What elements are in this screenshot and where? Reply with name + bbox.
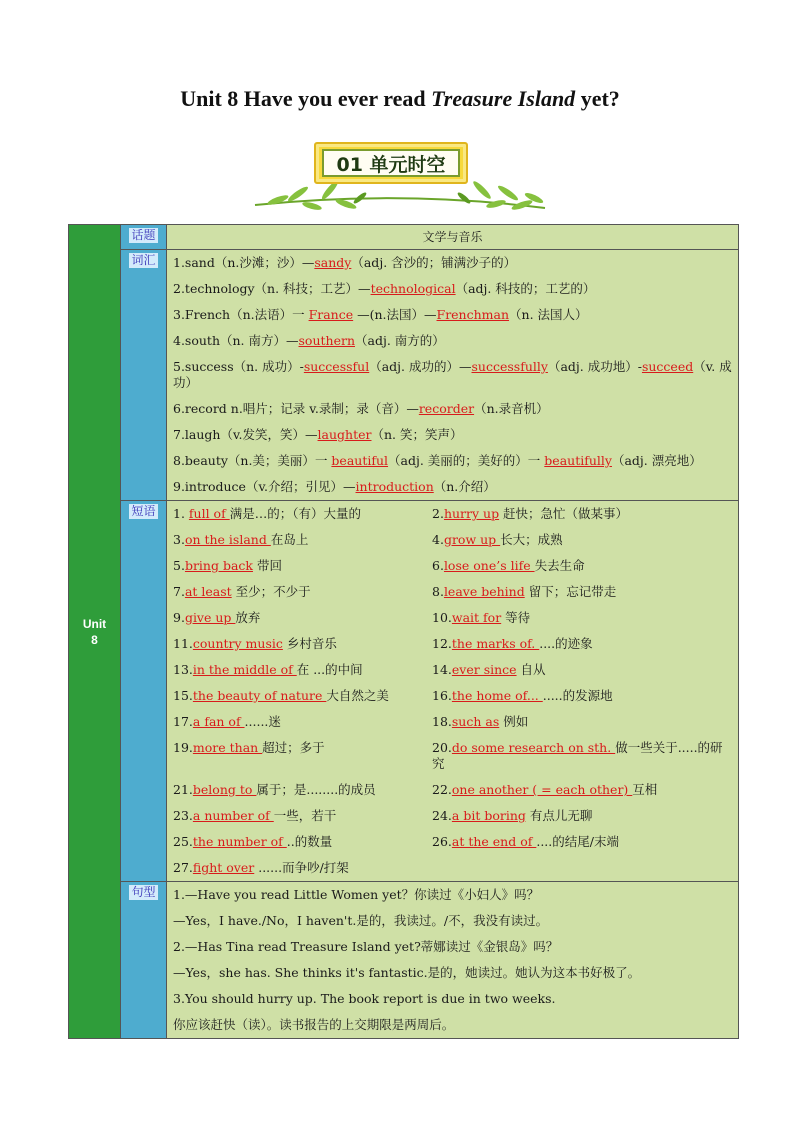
banner-text: 01 单元时空	[322, 149, 460, 177]
text-segment: 1.	[173, 506, 189, 521]
text-segment: 8.beauty（n.美；美丽）一	[173, 453, 332, 468]
answer-blank: the number of	[192, 834, 287, 849]
answer-blank: give up	[184, 610, 236, 625]
answer-blank: bring back	[184, 558, 253, 573]
text-segment: 6.	[432, 558, 444, 573]
sentence-line: 3.You should hurry up. The book report is due in two weeks.	[173, 991, 556, 1006]
answer-blank: southern	[298, 333, 355, 348]
phrase-item	[432, 532, 732, 549]
answer-blank: at the end of	[451, 834, 537, 849]
text-segment: 放弃	[235, 610, 261, 625]
phrase-item	[432, 808, 732, 825]
text-segment: —(n.法国）—	[353, 307, 437, 322]
text-segment: （adj. 成功的）—	[369, 359, 472, 374]
text-segment: 互相	[632, 782, 658, 797]
phrase-item	[173, 584, 432, 601]
sentence-line: —Yes，I have./No，I haven't.是的，我读过。/不，我没有读过。	[173, 913, 549, 928]
answer-blank: more than	[192, 740, 263, 755]
answer-blank: technological	[370, 281, 456, 296]
answer-blank: beautifully	[544, 453, 612, 468]
phrases-label: 短语	[131, 504, 156, 518]
topic-row	[69, 225, 739, 250]
phrase-row	[173, 501, 732, 527]
vocab-line	[173, 448, 732, 474]
answer-blank: full of	[188, 506, 230, 521]
phrase-item	[173, 636, 432, 653]
text-segment: ..的数量	[286, 834, 333, 849]
answer-blank: at least	[184, 584, 232, 599]
answer-blank: lose one’s life	[443, 558, 535, 573]
phrase-item	[173, 834, 432, 851]
answer-blank: such as	[451, 714, 500, 729]
answer-blank: beautiful	[331, 453, 389, 468]
text-segment: 5.	[173, 558, 185, 573]
answer-blank: country music	[192, 636, 283, 651]
text-segment: 11.	[173, 636, 193, 651]
text-segment: 24.	[432, 808, 452, 823]
text-segment: （v. 成功）	[173, 359, 732, 390]
phrase-item	[432, 834, 732, 851]
text-segment: 4.	[432, 532, 444, 547]
title-suffix: yet?	[580, 86, 620, 111]
text-segment: 4.south（n. 南方）—	[173, 333, 299, 348]
vocab-row	[69, 250, 739, 501]
phrase-item	[432, 714, 732, 731]
sentences-row	[69, 882, 739, 1039]
answer-blank: grow up	[443, 532, 501, 547]
phrase-row	[173, 579, 732, 605]
text-segment: 10.	[432, 610, 452, 625]
answer-blank: introduction	[355, 479, 434, 494]
text-segment: 等待	[501, 610, 531, 625]
text-segment: 留下；忘记带走	[524, 584, 617, 599]
text-segment: （n. 法国人）	[509, 307, 588, 322]
answer-blank: hurry up	[443, 506, 500, 521]
text-segment: 12.	[432, 636, 452, 651]
text-segment: 6.record n.唱片；记录 v.录制；录（音）—	[173, 401, 419, 416]
phrase-item	[173, 740, 432, 773]
text-segment: 9.	[173, 610, 185, 625]
phrase-item	[173, 506, 432, 523]
phrase-item	[173, 808, 432, 825]
sentence-line: —Yes，she has. She thinks it's fantastic.是的，她读过。她认为这本书好极了。	[173, 965, 641, 980]
text-segment: 26.	[432, 834, 452, 849]
vocab-line	[173, 354, 732, 396]
text-segment: （n.录音机）	[474, 401, 549, 416]
page-title	[0, 86, 800, 112]
topic-value: 文学与音乐	[167, 225, 739, 250]
phrase-item	[173, 860, 432, 877]
banner-badge	[314, 142, 468, 184]
phrases-row	[69, 501, 739, 882]
phrase-row	[173, 855, 732, 881]
phrase-item	[173, 532, 432, 549]
answer-blank: the beauty of nature	[192, 688, 327, 703]
text-segment: 16.	[432, 688, 452, 703]
section-banner	[250, 130, 550, 215]
text-segment: 做一些关于.....的研究	[432, 740, 723, 771]
answer-blank: fight over	[192, 860, 255, 875]
text-segment: （adj. 含沙的；铺满沙子的）	[351, 255, 517, 270]
phrase-row	[173, 683, 732, 709]
unit-label: Unit 8	[69, 225, 121, 1039]
text-segment: 带回	[252, 558, 282, 573]
text-segment: 失去生命	[534, 558, 585, 573]
sentence-line: 2.—Has Tina read Treasure Island yet?蒂娜读过《金银岛》吗？	[173, 939, 559, 954]
phrase-row	[173, 803, 732, 829]
phrase-row	[173, 777, 732, 803]
text-segment: 乡村音乐	[282, 636, 337, 651]
text-segment: 3.	[173, 532, 185, 547]
answer-blank: belong to	[192, 782, 257, 797]
phrase-item	[432, 740, 732, 773]
text-segment: （adj. 美丽的；美好的）一	[388, 453, 545, 468]
phrase-row	[173, 709, 732, 735]
text-segment: ....的结尾/末端	[536, 834, 619, 849]
text-segment: 属于；是........的成员	[256, 782, 376, 797]
vocab-line	[173, 328, 732, 354]
text-segment: 满是…的；（有）大量的	[229, 506, 361, 521]
text-segment: .....的发源地	[542, 688, 613, 703]
answer-blank: Frenchman	[436, 307, 510, 322]
text-segment: 5.success（n. 成功）-	[173, 359, 304, 374]
vocab-line	[173, 276, 732, 302]
phrase-item	[173, 610, 432, 627]
text-segment: 17.	[173, 714, 193, 729]
phrase-row	[173, 829, 732, 855]
phrase-row	[173, 657, 732, 683]
sentence-line: 1.—Have you read Little Women yet？你读过《小妇人》吗？	[173, 887, 540, 902]
answer-blank: a bit boring	[451, 808, 526, 823]
text-segment: 8.	[432, 584, 444, 599]
phrase-item	[432, 860, 732, 877]
text-segment: 在岛上	[270, 532, 309, 547]
answer-blank: one another ( = each other)	[451, 782, 633, 797]
answer-blank: a number of	[192, 808, 274, 823]
text-segment: 9.introduce（v.介绍；引见）—	[173, 479, 356, 494]
text-segment: 14.	[432, 662, 452, 677]
phrase-row	[173, 605, 732, 631]
text-segment: 23.	[173, 808, 193, 823]
title-prefix: Unit 8 Have you ever read	[180, 86, 426, 111]
vocab-line	[173, 396, 732, 422]
phrase-item	[173, 714, 432, 731]
text-segment: 一些，若干	[273, 808, 337, 823]
text-segment: ....的迹象	[539, 636, 593, 651]
phrases-content	[167, 501, 739, 882]
answer-blank: successfully	[471, 359, 548, 374]
text-segment: 有点儿无聊	[525, 808, 593, 823]
sentences-label-cell	[121, 882, 167, 1039]
phrase-item	[432, 688, 732, 705]
unit-summary-table	[68, 224, 739, 1039]
text-segment: 22.	[432, 782, 452, 797]
text-segment: 例如	[499, 714, 529, 729]
title-book: Treasure Island	[431, 86, 576, 111]
text-segment: 大自然之美	[326, 688, 389, 703]
answer-blank: sandy	[314, 255, 352, 270]
sentence-line: 你应该赶快（读）。读书报告的上交期限是两周后。	[173, 1017, 455, 1032]
text-segment: 2.technology（n. 科技；工艺）—	[173, 281, 371, 296]
vocab-line	[173, 422, 732, 448]
phrase-item	[432, 636, 732, 653]
text-segment: 20.	[432, 740, 452, 755]
phrase-row	[173, 527, 732, 553]
text-segment: 3.French（n.法语）一	[173, 307, 309, 322]
phrase-item	[432, 782, 732, 799]
answer-blank: a fan of	[192, 714, 245, 729]
text-segment: 至少；不少于	[231, 584, 311, 599]
text-segment: （adj. 科技的；工艺的）	[455, 281, 596, 296]
text-segment: （adj. 漂亮地）	[611, 453, 702, 468]
answer-blank: in the middle of	[192, 662, 297, 677]
answer-blank: successful	[303, 359, 370, 374]
answer-blank: laughter	[317, 427, 372, 442]
text-segment: 25.	[173, 834, 193, 849]
text-segment: 19.	[173, 740, 193, 755]
vocab-line	[173, 474, 732, 500]
phrase-item	[432, 610, 732, 627]
text-segment: 2.	[432, 506, 444, 521]
text-segment: 长大；成熟	[500, 532, 563, 547]
text-segment: 27.	[173, 860, 193, 875]
sentences-label: 句型	[131, 885, 156, 899]
phrase-item	[173, 688, 432, 705]
text-segment: 13.	[173, 662, 193, 677]
phrase-item	[432, 584, 732, 601]
answer-blank: France	[308, 307, 354, 322]
answer-blank: wait for	[451, 610, 502, 625]
text-segment: 7.laugh（v.发笑，笑）—	[173, 427, 318, 442]
phrase-item	[432, 558, 732, 575]
text-segment: 在 ...的中间	[296, 662, 363, 677]
phrases-label-cell	[121, 501, 167, 882]
answer-blank: leave behind	[443, 584, 525, 599]
vocab-label: 词汇	[131, 253, 156, 267]
answer-blank: recorder	[418, 401, 475, 416]
text-segment: 18.	[432, 714, 452, 729]
text-segment: 自从	[516, 662, 546, 677]
text-segment: （adj. 南方的）	[355, 333, 445, 348]
text-segment: 7.	[173, 584, 185, 599]
answer-blank: the marks of.	[451, 636, 540, 651]
text-segment: 21.	[173, 782, 193, 797]
vocab-content	[167, 250, 739, 501]
phrase-item	[432, 506, 732, 523]
text-segment: （n. 笑；笑声）	[371, 427, 463, 442]
answer-blank: ever since	[451, 662, 517, 677]
text-segment: （adj. 成功地）-	[547, 359, 642, 374]
phrase-row	[173, 631, 732, 657]
answer-blank: succeed	[641, 359, 694, 374]
sentences-content	[167, 882, 739, 1039]
text-segment: 赶快；急忙（做某事）	[499, 506, 629, 521]
phrase-row	[173, 553, 732, 579]
answer-blank: on the island	[184, 532, 271, 547]
topic-label-cell	[121, 225, 167, 250]
vocab-line	[173, 250, 732, 276]
text-segment: （n.介绍）	[433, 479, 496, 494]
phrase-item	[173, 662, 432, 679]
text-segment: 超过；多于	[262, 740, 325, 755]
phrase-item	[173, 782, 432, 799]
phrase-item	[432, 662, 732, 679]
answer-blank: do some research on sth.	[451, 740, 616, 755]
text-segment: ......迷	[244, 714, 281, 729]
vocab-line	[173, 302, 732, 328]
phrase-item	[173, 558, 432, 575]
topic-label: 话题	[131, 228, 156, 242]
text-segment: ......而争吵/打架	[254, 860, 349, 875]
text-segment: 1.sand（n.沙滩；沙）—	[173, 255, 315, 270]
vocab-label-cell	[121, 250, 167, 501]
answer-blank: the home of...	[451, 688, 543, 703]
phrase-row	[173, 735, 732, 777]
text-segment: 15.	[173, 688, 193, 703]
